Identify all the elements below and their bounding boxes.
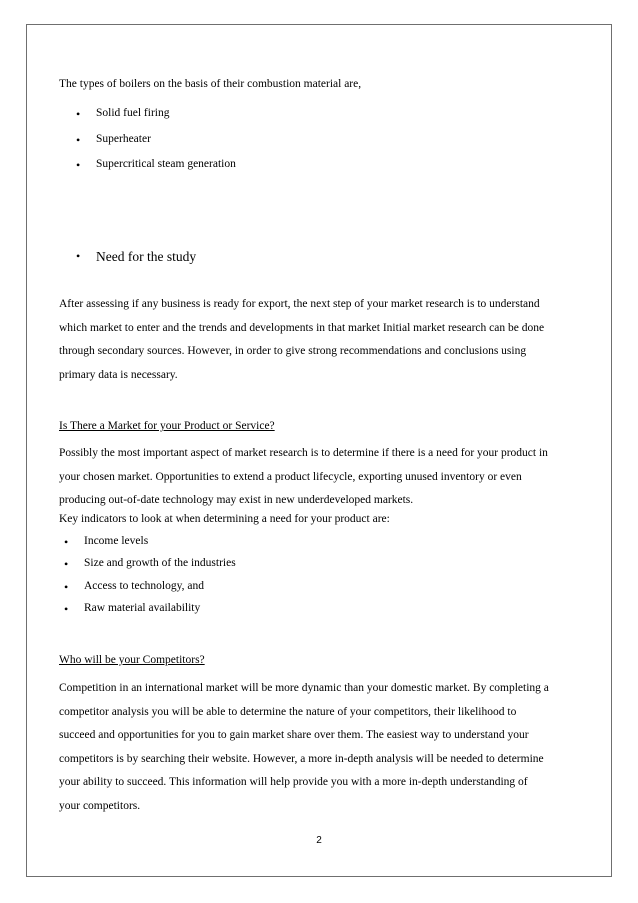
page-number: 2 xyxy=(316,835,322,846)
market-paragraph: Possibly the most important aspect of market research is to determine if there is a need for your product in your chosen market. Opportunities to extend a product lifecycle, exporting unused inventory or even producing out-of-date technology may exist in new underdeveloped markets. xyxy=(59,447,548,507)
indicators-intro: Key indicators to look at when determining a need for your product are: xyxy=(59,513,390,525)
bullet-icon: • xyxy=(76,133,81,147)
need-paragraph: After assessing if any business is ready for export, the next step of your market research is to understand which market to enter and the trends and developments in that market Initial market research can be done through secondary sources. However, in order to give strong recommendations and conclusions using primary data is necessary. xyxy=(59,298,545,381)
bullet-icon: • xyxy=(64,580,69,594)
bullet-icon: • xyxy=(64,557,69,571)
bullet-icon: • xyxy=(64,535,69,549)
market-heading: Is There a Market for your Product or Service? xyxy=(59,420,275,432)
bullet-icon: • xyxy=(76,249,81,263)
bullet-icon: • xyxy=(64,602,69,616)
bullet-icon: • xyxy=(76,158,81,172)
competitors-heading: Who will be your Competitors? xyxy=(59,654,205,666)
intro-text: The types of boilers on the basis of their combustion material are, xyxy=(59,78,362,90)
competitors-paragraph: Competition in an international market will be more dynamic than your domestic market. By completing a competitor analysis you will be able to determine the nature of your competitors, their likelihood to succeed and opportunities for you to gain market share over them. The easiest way to understand your competitors is by searching their website. However, a more in-depth analysis will be needed to determine your ability to succeed. This information will help provide you with a more in-depth understanding of your competitors. xyxy=(59,682,549,812)
bullet-icon: • xyxy=(76,107,81,121)
